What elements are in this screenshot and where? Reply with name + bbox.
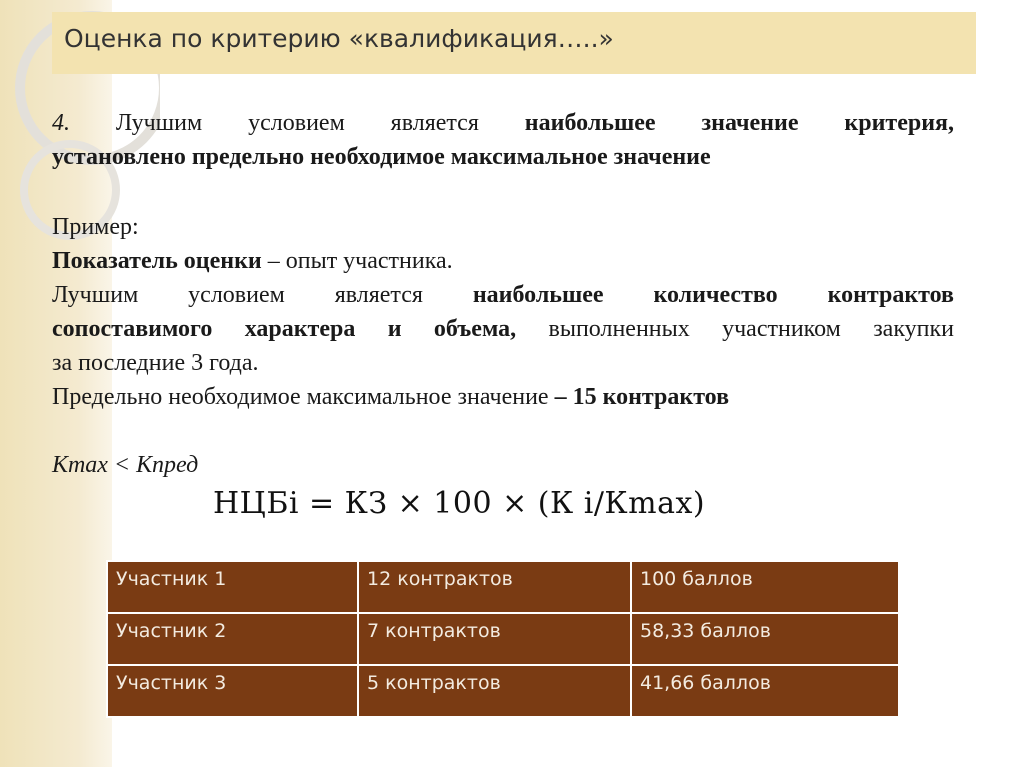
score-cell: 58,33 баллов <box>631 613 899 665</box>
best-line-2-bold: сопоставимого характера и объема, <box>52 316 517 342</box>
score-cell: 41,66 баллов <box>631 665 899 717</box>
indicator-rest: – опыт участника. <box>261 248 453 274</box>
best-line-1-text: Лучшим условием является <box>52 282 473 308</box>
indicator-bold: Показатель оценки <box>52 248 262 274</box>
table-row <box>107 561 899 613</box>
participant-cell: Участник 2 <box>107 613 358 665</box>
best-line-1 <box>52 278 954 312</box>
score-formula: НЦБi = КЗ × 100 × (К i/Кmax) <box>213 486 706 521</box>
table-row <box>107 613 899 665</box>
best-line-1-bold: наибольшее количество контрактов <box>472 282 954 308</box>
limit-line <box>52 380 954 414</box>
score-cell: 100 баллов <box>631 561 899 613</box>
table-row <box>107 665 899 717</box>
para-bold-2: установлено предельно необходимое максимальное значение <box>52 144 711 170</box>
para-line-1 <box>52 106 954 140</box>
limit-text: Предельно необходимое максимальное значение <box>52 384 555 410</box>
best-line-2 <box>52 312 954 346</box>
limit-bold: – 15 контрактов <box>554 384 730 410</box>
best-line-2-rest: выполненных участником закупки <box>516 316 954 342</box>
contracts-cell: 12 контрактов <box>358 561 631 613</box>
kmax-line: Кmax < Кпред <box>52 452 199 478</box>
indicator-line <box>52 244 954 278</box>
contracts-cell: 5 контрактов <box>358 665 631 717</box>
contracts-cell: 7 контрактов <box>358 613 631 665</box>
participant-cell: Участник 3 <box>107 665 358 717</box>
participant-cell: Участник 1 <box>107 561 358 613</box>
para-text: Лучшим условием является <box>115 110 525 136</box>
para-number: 4. <box>52 110 70 136</box>
results-table <box>106 560 900 718</box>
slide-title: Оценка по критерию «квалификация…..» <box>64 24 614 53</box>
para-bold-1: наибольшее значение критерия, <box>524 110 954 136</box>
best-line-3: за последние 3 года. <box>52 350 259 376</box>
para-line-2 <box>52 140 954 174</box>
example-label: Пример: <box>52 214 139 240</box>
